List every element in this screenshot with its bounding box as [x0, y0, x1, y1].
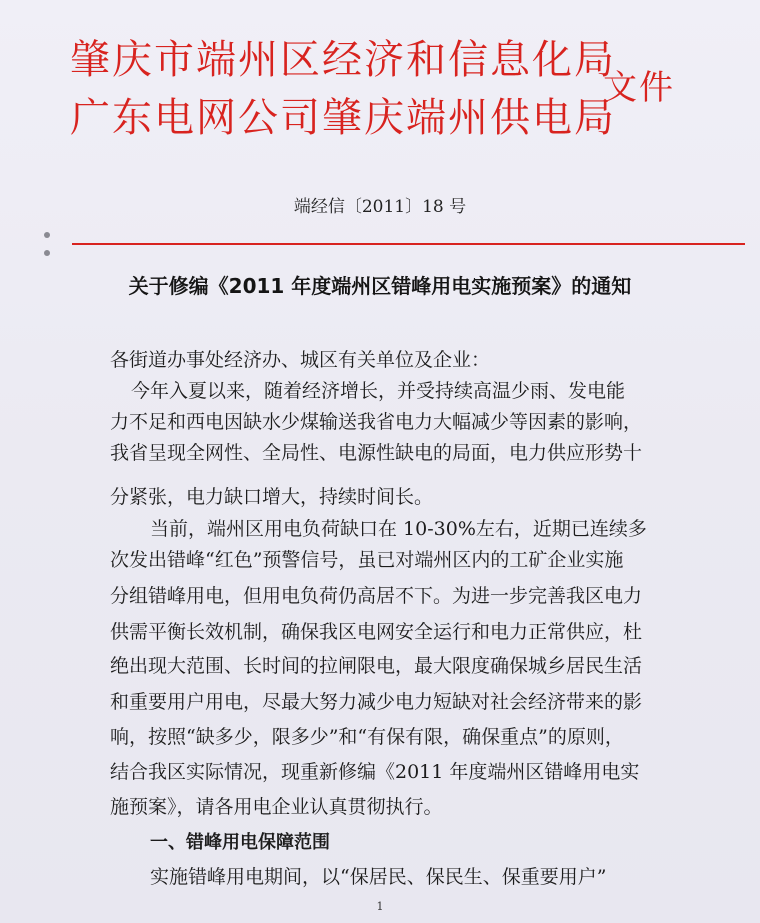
section-heading: 一、错峰用电保障范围	[150, 832, 330, 853]
body-line: 力不足和西电因缺水少煤输送我省电力大幅减少等因素的影响，	[110, 411, 643, 433]
body-line: 分组错峰用电，但用电负荷仍高居不下。为进一步完善我区电力	[110, 585, 643, 607]
body-line: 绝出现大范围、长时间的拉闸限电，最大限度确保城乡居民生活	[110, 655, 643, 677]
body-line: 供需平衡长效机制，确保我区电网安全运行和电力正常供应，杜	[110, 621, 643, 643]
issuer-name-2: 广东电网公司肇庆端州供电局	[70, 95, 616, 141]
notice-title: 关于修编《2011 年度端州区错峰用电实施预案》的通知	[128, 274, 632, 298]
document-number: 端经信〔2011〕18 号	[293, 197, 467, 217]
binding-hole-mark	[44, 250, 50, 256]
issuer-name-1: 肇庆市端州区经济和信息化局	[70, 37, 616, 83]
body-line: 施预案》，请各用电企业认真贯彻执行。	[110, 796, 443, 818]
body-line: 分紧张，电力缺口增大，持续时间长。	[110, 486, 434, 508]
body-line: 和重要用户用电，尽最大努力减少电力短缺对社会经济带来的影	[110, 691, 643, 713]
document-type-label: 文件	[603, 68, 675, 108]
page-number: 1	[376, 900, 384, 913]
body-line: 结合我区实际情况，现重新修编《2011 年度端州区错峰用电实	[110, 761, 640, 783]
body-line: 实施错峰用电期间，以“保居民、保民生、保重要用户”	[150, 866, 607, 888]
binding-hole-mark	[44, 232, 50, 238]
body-line: 次发出错峰“红色”预警信号，虽已对端州区内的工矿企业实施	[110, 549, 624, 571]
body-line: 响，按照“缺多少，限多少”和“有保有限，确保重点”的原则，	[110, 726, 624, 748]
red-divider-line	[72, 243, 745, 245]
body-line: 各街道办事处经济办、城区有关单位及企业：	[110, 349, 491, 371]
body-line: 今年入夏以来，随着经济增长，并受持续高温少雨、发电能	[131, 380, 626, 402]
body-line: 我省呈现全网性、全局性、电源性缺电的局面，电力供应形势十	[110, 442, 643, 464]
body-line: 当前，端州区用电负荷缺口在 10-30%左右，近期已连续多	[150, 518, 647, 540]
